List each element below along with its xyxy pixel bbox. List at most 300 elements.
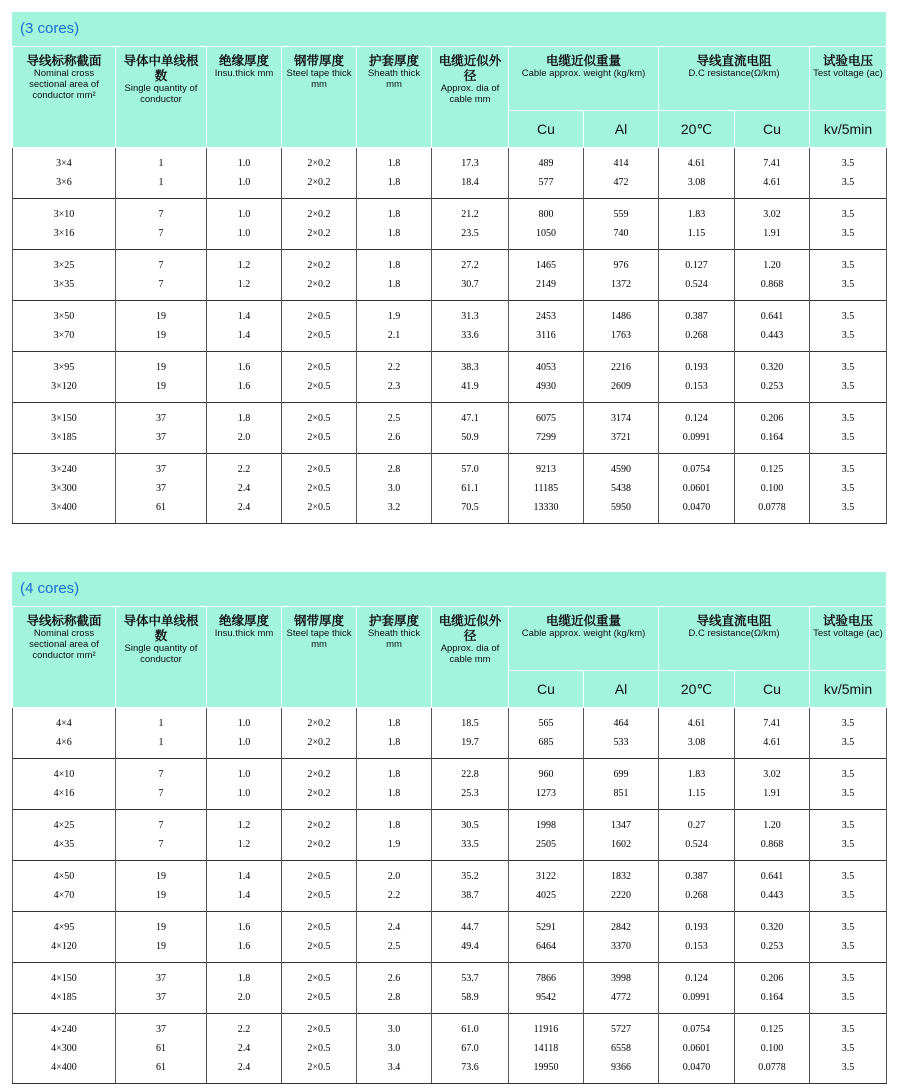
cell-value: 61 bbox=[156, 1062, 166, 1073]
cell-value: 0.193 bbox=[685, 362, 708, 373]
cell-value: 3×25 bbox=[53, 260, 75, 271]
cell-value: 2149 bbox=[536, 279, 556, 290]
cell-value: 70.5 bbox=[461, 502, 479, 513]
cell-value: 3.5 bbox=[841, 839, 855, 850]
cell-value: 2505 bbox=[536, 839, 556, 850]
cell-value: 2×0.5 bbox=[307, 464, 331, 475]
cell-value: 1763 bbox=[611, 330, 631, 341]
cell-value: 577 bbox=[538, 177, 554, 188]
cell-value: 53.7 bbox=[461, 973, 479, 984]
header-voltage: 试验电压 Test voltage (ac) bbox=[810, 607, 887, 671]
table-cell bbox=[207, 250, 282, 301]
cell-value: 1273 bbox=[536, 788, 556, 799]
table-cell bbox=[13, 708, 116, 759]
cell-value: 37 bbox=[156, 413, 166, 424]
cell-value: 2×0.2 bbox=[307, 769, 331, 780]
table-cell bbox=[810, 963, 887, 1014]
cell-value: 4×300 bbox=[51, 1043, 77, 1054]
header-sheath: 护套厚度 Sheath thick mm bbox=[357, 47, 432, 148]
cell-value: 1.83 bbox=[687, 209, 706, 220]
cell-value: 565 bbox=[538, 718, 554, 729]
cell-value: 9542 bbox=[536, 992, 556, 1003]
cell-value: 3370 bbox=[611, 941, 631, 952]
table-cell bbox=[116, 810, 207, 861]
table-cell bbox=[659, 810, 735, 861]
cell-value: 21.2 bbox=[461, 209, 479, 220]
cell-value: 0.868 bbox=[760, 839, 784, 850]
cell-value: 3.5 bbox=[841, 737, 855, 748]
cell-value: 4.61 bbox=[687, 718, 706, 729]
cell-value: 0.868 bbox=[760, 279, 784, 290]
cell-value: 2.0 bbox=[237, 992, 251, 1003]
cell-value: 3.5 bbox=[841, 177, 855, 188]
table-cell bbox=[584, 963, 659, 1014]
cell-value: 2216 bbox=[611, 362, 631, 373]
cell-value: 19 bbox=[156, 362, 166, 373]
cell-value: 1.8 bbox=[387, 769, 401, 780]
cell-value: 533 bbox=[613, 737, 629, 748]
cell-value: 1.4 bbox=[237, 890, 251, 901]
cell-value: 1.8 bbox=[387, 820, 401, 831]
cell-value: 5291 bbox=[536, 922, 556, 933]
table-cell bbox=[509, 759, 584, 810]
cell-value: 37 bbox=[156, 1024, 166, 1035]
cell-value: 0.443 bbox=[760, 330, 784, 341]
table-cell bbox=[659, 199, 735, 250]
table-cell bbox=[13, 454, 116, 524]
cell-value: 3.5 bbox=[841, 941, 855, 952]
cell-value: 0.153 bbox=[685, 941, 708, 952]
cell-value: 3721 bbox=[611, 432, 631, 443]
table-cell bbox=[116, 352, 207, 403]
cell-value: 0.27 bbox=[687, 820, 706, 831]
table-row-group bbox=[13, 148, 887, 199]
cell-value: 1.0 bbox=[237, 209, 251, 220]
cell-value: 3.08 bbox=[687, 177, 706, 188]
cell-value: 6464 bbox=[536, 941, 556, 952]
table-cell bbox=[116, 454, 207, 524]
cell-value: 19 bbox=[156, 922, 166, 933]
cell-value: 3.5 bbox=[841, 209, 855, 220]
cell-value: 19 bbox=[156, 311, 166, 322]
cell-value: 5950 bbox=[611, 502, 631, 513]
cell-value: 25.3 bbox=[461, 788, 479, 799]
cell-value: 1465 bbox=[536, 260, 556, 271]
section-title: (4 cores) bbox=[12, 572, 886, 606]
table-cell bbox=[282, 759, 357, 810]
table-cell bbox=[810, 352, 887, 403]
cell-value: 0.0778 bbox=[758, 1062, 786, 1073]
cell-value: 6558 bbox=[611, 1043, 631, 1054]
table-cell bbox=[659, 708, 735, 759]
table-cell bbox=[659, 1014, 735, 1084]
cell-value: 4×120 bbox=[51, 941, 77, 952]
cell-value: 1.8 bbox=[387, 228, 401, 239]
table-cell bbox=[13, 352, 116, 403]
cell-value: 2.1 bbox=[387, 330, 401, 341]
cell-value: 2×0.5 bbox=[307, 1043, 331, 1054]
cell-value: 2×0.2 bbox=[307, 820, 331, 831]
cell-value: 0.127 bbox=[685, 260, 708, 271]
table-section-4-cores bbox=[12, 572, 886, 1084]
cell-value: 0.320 bbox=[760, 362, 784, 373]
cell-value: 0.164 bbox=[760, 992, 784, 1003]
table-cell bbox=[116, 963, 207, 1014]
cell-value: 19 bbox=[156, 941, 166, 952]
cell-value: 2.2 bbox=[237, 1024, 251, 1035]
table-cell bbox=[659, 403, 735, 454]
cell-value: 3.4 bbox=[387, 1062, 401, 1073]
cell-value: 2×0.5 bbox=[307, 330, 331, 341]
cell-value: 2×0.2 bbox=[307, 228, 331, 239]
cell-value: 2.6 bbox=[387, 973, 401, 984]
cell-value: 6075 bbox=[536, 413, 556, 424]
subheader-al: Al bbox=[584, 111, 659, 148]
table-body bbox=[13, 148, 887, 524]
cell-value: 2×0.5 bbox=[307, 381, 331, 392]
header-insu: 绝缘厚度 Insu.thick mm bbox=[207, 607, 282, 708]
cell-value: 7 bbox=[158, 260, 164, 271]
cell-value: 4×16 bbox=[53, 788, 75, 799]
cell-value: 49.4 bbox=[461, 941, 479, 952]
cell-value: 2.8 bbox=[387, 464, 401, 475]
cell-value: 3.5 bbox=[841, 279, 855, 290]
table-cell bbox=[207, 1014, 282, 1084]
subheader-kv: kv/5min bbox=[810, 111, 887, 148]
cell-value: 559 bbox=[613, 209, 629, 220]
cell-value: 2×0.2 bbox=[307, 279, 331, 290]
table-cell bbox=[116, 148, 207, 199]
subheader-20c: 20℃ bbox=[659, 671, 735, 708]
subheader-cu-resistance: Cu bbox=[735, 111, 810, 148]
cell-value: 740 bbox=[613, 228, 629, 239]
table-cell bbox=[282, 708, 357, 759]
cell-value: 2.0 bbox=[237, 432, 251, 443]
table-cell bbox=[584, 148, 659, 199]
table-cell bbox=[282, 963, 357, 1014]
cell-value: 3×185 bbox=[51, 432, 77, 443]
cell-value: 4.61 bbox=[763, 177, 781, 188]
cell-value: 3×70 bbox=[53, 330, 75, 341]
cell-value: 1.2 bbox=[237, 839, 251, 850]
spec-table-4-cores bbox=[12, 606, 887, 1084]
table-cell bbox=[116, 250, 207, 301]
cell-value: 7 bbox=[158, 228, 164, 239]
table-cell bbox=[810, 810, 887, 861]
cell-value: 14118 bbox=[533, 1043, 559, 1054]
table-cell bbox=[282, 148, 357, 199]
cell-value: 472 bbox=[613, 177, 629, 188]
table-cell bbox=[810, 403, 887, 454]
cell-value: 0.125 bbox=[760, 464, 784, 475]
cell-value: 489 bbox=[538, 158, 554, 169]
table-cell bbox=[282, 352, 357, 403]
cell-value: 976 bbox=[613, 260, 629, 271]
cell-value: 0.268 bbox=[685, 330, 708, 341]
table-row-group bbox=[13, 454, 887, 524]
header-sheath: 护套厚度 Sheath thick mm bbox=[357, 607, 432, 708]
cell-value: 3.0 bbox=[387, 1043, 401, 1054]
subheader-20c: 20℃ bbox=[659, 111, 735, 148]
table-cell bbox=[735, 759, 810, 810]
cell-value: 1.0 bbox=[237, 228, 251, 239]
table-cell bbox=[584, 861, 659, 912]
table-cell bbox=[509, 1014, 584, 1084]
cell-value: 2×0.5 bbox=[307, 1062, 331, 1073]
cell-value: 0.206 bbox=[760, 413, 784, 424]
cell-value: 4.61 bbox=[687, 158, 706, 169]
cell-value: 3×6 bbox=[56, 177, 72, 188]
table-cell bbox=[509, 199, 584, 250]
table-cell bbox=[584, 1014, 659, 1084]
cell-value: 1.4 bbox=[237, 871, 251, 882]
table-cell bbox=[659, 963, 735, 1014]
cell-value: 1.20 bbox=[763, 820, 781, 831]
cell-value: 18.5 bbox=[461, 718, 479, 729]
table-cell bbox=[735, 912, 810, 963]
table-cell bbox=[584, 912, 659, 963]
table-cell bbox=[13, 403, 116, 454]
table-cell bbox=[357, 1014, 432, 1084]
table-cell bbox=[13, 963, 116, 1014]
table-cell bbox=[810, 454, 887, 524]
cell-value: 11185 bbox=[533, 483, 559, 494]
table-cell bbox=[116, 403, 207, 454]
cell-value: 37 bbox=[156, 992, 166, 1003]
table-cell bbox=[282, 301, 357, 352]
cell-value: 4930 bbox=[536, 381, 556, 392]
cell-value: 7 bbox=[158, 788, 164, 799]
table-cell bbox=[810, 912, 887, 963]
table-cell bbox=[116, 759, 207, 810]
cell-value: 7 bbox=[158, 209, 164, 220]
cell-value: 2×0.5 bbox=[307, 890, 331, 901]
cell-value: 1.6 bbox=[237, 922, 251, 933]
table-cell bbox=[207, 810, 282, 861]
cell-value: 1.2 bbox=[237, 279, 251, 290]
table-cell bbox=[810, 1014, 887, 1084]
cell-value: 7 bbox=[158, 769, 164, 780]
table-cell bbox=[584, 352, 659, 403]
cell-value: 1.0 bbox=[237, 788, 251, 799]
cell-value: 1 bbox=[158, 718, 164, 729]
cell-value: 2.2 bbox=[387, 890, 401, 901]
cell-value: 33.5 bbox=[461, 839, 479, 850]
cell-value: 4×240 bbox=[51, 1024, 77, 1035]
table-cell bbox=[584, 403, 659, 454]
cell-value: 1.8 bbox=[387, 209, 401, 220]
cell-value: 2×0.5 bbox=[307, 311, 331, 322]
cell-value: 2×0.5 bbox=[307, 973, 331, 984]
cell-value: 9366 bbox=[611, 1062, 631, 1073]
table-cell bbox=[13, 250, 116, 301]
table-cell bbox=[432, 148, 509, 199]
cell-value: 19 bbox=[156, 330, 166, 341]
cell-value: 1.4 bbox=[237, 330, 251, 341]
table-cell bbox=[282, 861, 357, 912]
cell-value: 1.2 bbox=[237, 260, 251, 271]
cell-value: 2.8 bbox=[387, 992, 401, 1003]
table-cell bbox=[432, 250, 509, 301]
header-dia: 电缆近似外径 Approx. dia of cable mm bbox=[432, 47, 509, 148]
table-cell bbox=[509, 403, 584, 454]
table-cell bbox=[810, 759, 887, 810]
cell-value: 0.0778 bbox=[758, 502, 786, 513]
cell-value: 0.387 bbox=[685, 871, 708, 882]
table-cell bbox=[357, 301, 432, 352]
cell-value: 960 bbox=[538, 769, 554, 780]
cell-value: 1.8 bbox=[387, 737, 401, 748]
table-row-group bbox=[13, 708, 887, 759]
table-cell bbox=[735, 454, 810, 524]
table-row-group bbox=[13, 250, 887, 301]
table-cell bbox=[432, 352, 509, 403]
cell-value: 7 bbox=[158, 839, 164, 850]
table-body bbox=[13, 708, 887, 1084]
cell-value: 1.15 bbox=[687, 788, 706, 799]
cell-value: 3.5 bbox=[841, 922, 855, 933]
cell-value: 0.253 bbox=[760, 941, 784, 952]
table-cell bbox=[584, 708, 659, 759]
cell-value: 13330 bbox=[533, 502, 559, 513]
cell-value: 61.0 bbox=[461, 1024, 479, 1035]
cell-value: 30.5 bbox=[461, 820, 479, 831]
cell-value: 4×6 bbox=[56, 737, 72, 748]
table-cell bbox=[207, 454, 282, 524]
cell-value: 2×0.5 bbox=[307, 992, 331, 1003]
cell-value: 4590 bbox=[611, 464, 631, 475]
table-cell bbox=[357, 708, 432, 759]
cell-value: 1347 bbox=[611, 820, 631, 831]
cell-value: 30.7 bbox=[461, 279, 479, 290]
cell-value: 1.0 bbox=[237, 158, 251, 169]
cell-value: 3.0 bbox=[387, 483, 401, 494]
cell-value: 4×50 bbox=[53, 871, 75, 882]
cell-value: 3.5 bbox=[841, 769, 855, 780]
cell-value: 2×0.2 bbox=[307, 737, 331, 748]
cell-value: 1.6 bbox=[237, 362, 251, 373]
cell-value: 0.253 bbox=[760, 381, 784, 392]
cell-value: 1.8 bbox=[387, 718, 401, 729]
table-row-group bbox=[13, 912, 887, 963]
header-area: 导线标称截面 Nominal cross sectional area of conductor mm² bbox=[13, 47, 116, 148]
table-cell bbox=[659, 301, 735, 352]
table-row-group bbox=[13, 403, 887, 454]
cell-value: 19 bbox=[156, 890, 166, 901]
table-cell bbox=[735, 301, 810, 352]
cell-value: 0.0601 bbox=[682, 1043, 711, 1054]
table-row-group bbox=[13, 759, 887, 810]
table-cell bbox=[116, 912, 207, 963]
table-cell bbox=[509, 148, 584, 199]
cell-value: 2×0.5 bbox=[307, 362, 331, 373]
subheader-cu-resistance: Cu bbox=[735, 671, 810, 708]
cell-value: 2609 bbox=[611, 381, 631, 392]
table-cell bbox=[432, 454, 509, 524]
cell-value: 3.5 bbox=[841, 820, 855, 831]
cell-value: 800 bbox=[538, 209, 554, 220]
cell-value: 2×0.2 bbox=[307, 718, 331, 729]
cell-value: 1.91 bbox=[763, 228, 781, 239]
cell-value: 4×95 bbox=[53, 922, 75, 933]
cell-value: 0.125 bbox=[760, 1024, 784, 1035]
table-row-group bbox=[13, 352, 887, 403]
cell-value: 0.124 bbox=[685, 413, 708, 424]
cell-value: 3998 bbox=[611, 973, 631, 984]
table-cell bbox=[432, 1014, 509, 1084]
cell-value: 61.1 bbox=[461, 483, 479, 494]
table-cell bbox=[810, 708, 887, 759]
cell-value: 19950 bbox=[533, 1062, 559, 1073]
cell-value: 0.524 bbox=[685, 279, 708, 290]
cell-value: 699 bbox=[613, 769, 629, 780]
cell-value: 61 bbox=[156, 502, 166, 513]
cell-value: 3×16 bbox=[53, 228, 75, 239]
table-cell bbox=[207, 199, 282, 250]
cell-value: 2×0.2 bbox=[307, 177, 331, 188]
cell-value: 3×50 bbox=[53, 311, 75, 322]
table-cell bbox=[735, 861, 810, 912]
cell-value: 2×0.5 bbox=[307, 941, 331, 952]
table-cell bbox=[659, 250, 735, 301]
cell-value: 5727 bbox=[611, 1024, 631, 1035]
cell-value: 3.02 bbox=[763, 209, 781, 220]
cell-value: 4×35 bbox=[53, 839, 75, 850]
table-cell bbox=[282, 454, 357, 524]
cell-value: 3.5 bbox=[841, 1062, 855, 1073]
cell-value: 1.8 bbox=[387, 158, 401, 169]
cell-value: 3.5 bbox=[841, 483, 855, 494]
cell-value: 2.4 bbox=[237, 502, 251, 513]
table-cell bbox=[810, 861, 887, 912]
cell-value: 1.8 bbox=[387, 260, 401, 271]
table-cell bbox=[432, 199, 509, 250]
table-cell bbox=[432, 810, 509, 861]
table-cell bbox=[357, 250, 432, 301]
cell-value: 19 bbox=[156, 871, 166, 882]
cell-value: 1.2 bbox=[237, 820, 251, 831]
cell-value: 47.1 bbox=[461, 413, 479, 424]
cell-value: 35.2 bbox=[461, 871, 479, 882]
cell-value: 0.0991 bbox=[682, 992, 711, 1003]
table-cell bbox=[13, 1014, 116, 1084]
cell-value: 464 bbox=[613, 718, 629, 729]
table-cell bbox=[584, 199, 659, 250]
cell-value: 2.4 bbox=[237, 483, 251, 494]
table-cell bbox=[659, 148, 735, 199]
cell-value: 2×0.5 bbox=[307, 871, 331, 882]
cell-value: 3.0 bbox=[387, 1024, 401, 1035]
header-weight: 电缆近似重量 Cable approx. weight (kg/km) bbox=[509, 47, 659, 111]
header-steel: 钢带厚度 Steel tape thick mm bbox=[282, 607, 357, 708]
table-cell bbox=[509, 301, 584, 352]
cell-value: 3.5 bbox=[841, 413, 855, 424]
table-row-group bbox=[13, 963, 887, 1014]
cell-value: 1.9 bbox=[387, 839, 401, 850]
table-cell bbox=[509, 454, 584, 524]
table-row-group bbox=[13, 861, 887, 912]
spec-table-3-cores bbox=[12, 46, 887, 524]
table-cell bbox=[357, 352, 432, 403]
table-cell bbox=[659, 861, 735, 912]
cell-value: 0.100 bbox=[760, 1043, 784, 1054]
cell-value: 1050 bbox=[536, 228, 556, 239]
cell-value: 0.641 bbox=[760, 311, 784, 322]
cell-value: 37 bbox=[156, 483, 166, 494]
section-title: (3 cores) bbox=[12, 12, 886, 46]
header-resistance: 导线直流电阻 D.C resistance(Ω/km) bbox=[659, 607, 810, 671]
cell-value: 4×185 bbox=[51, 992, 77, 1003]
